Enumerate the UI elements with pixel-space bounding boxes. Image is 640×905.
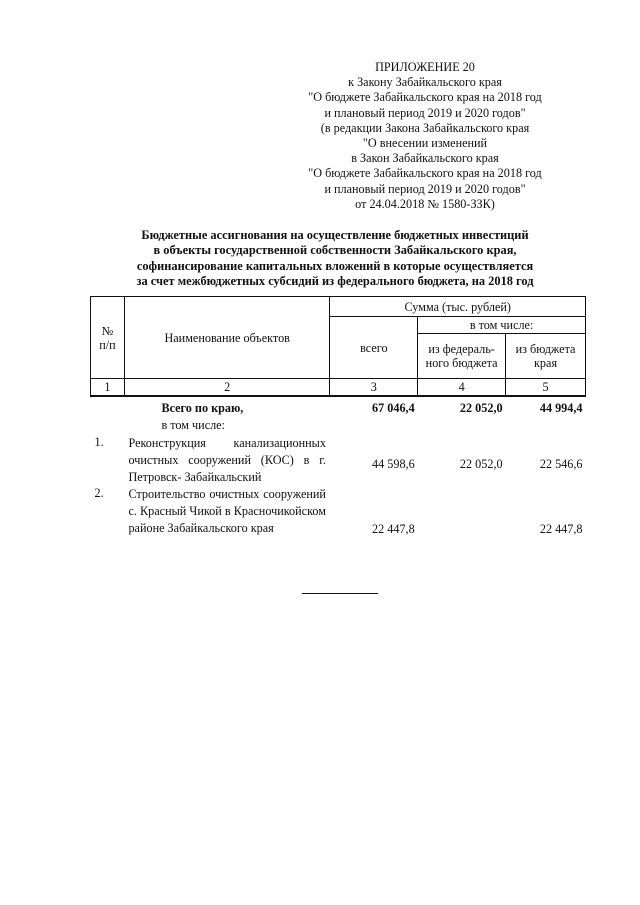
col-number: 3 [330,379,418,397]
closing-rule [302,593,378,594]
appendix-line: "О бюджете Забайкальского края на 2018 год [308,166,542,181]
appendix-line: ПРИЛОЖЕНИЕ 20 [375,60,475,74]
appendix-header [295,60,555,212]
col-number: 5 [506,379,586,397]
appendix-line: "О бюджете Забайкальского края на 2018 год [308,90,542,105]
row-name: Строительство очистных сооружений с. Красный Чикой в Красночикойском районе Забайкальского края [128,487,326,535]
title-line: Бюджетные ассигнования на осуществление бюджетных инвестиций [141,228,529,242]
row-total: 22 447,8 [372,522,415,536]
table-row [91,486,586,537]
header-incl: в том числе: [418,317,586,334]
title-line: за счет межбюджетных субсидий из федерального бюджета, на 2018 год [136,274,534,289]
row-number: 2. [94,486,104,500]
title-line: в объекты государственной собственности Забайкальского края, [153,243,517,258]
col-number: 1 [91,379,125,397]
row-name: Реконструкция канализационных очистных сооружений (КОС) в г. Петровск- Забайкальский [128,436,326,484]
incl-label: в том числе: [161,418,225,432]
title-line: софинансирование капитальных вложений в которые осуществляется [136,258,534,273]
row-total: 44 598,6 [372,457,415,471]
appendix-line: и плановый период 2019 и 2020 годов" [324,105,526,120]
header-total: всего [330,317,418,379]
budget-table [90,296,586,537]
col-number: 2 [124,379,330,397]
appendix-line: (в редакции Закона Забайкальского края [320,120,530,135]
header-no: № п/п [91,297,125,379]
header-name: Наименование объектов [124,297,330,379]
total-federal: 22 052,0 [459,401,503,415]
row-federal: 22 052,0 [459,457,503,471]
row-federal [418,486,506,537]
row-regional: 22 546,6 [539,457,583,471]
total-label: Всего по краю, [161,401,244,415]
row-regional: 22 447,8 [539,522,583,536]
header-federal: из федераль-ного бюджета [418,334,506,379]
row-number: 1. [94,435,104,449]
col-number: 4 [418,379,506,397]
total-all: 67 046,4 [372,401,415,415]
header-regional: из бюджета края [506,334,586,379]
appendix-line: "О внесении изменений [362,136,488,151]
appendix-line: в Закон Забайкальского края [351,151,499,166]
appendix-line: и плановый период 2019 и 2020 годов" [324,181,526,196]
table-row [91,433,586,486]
appendix-line: к Закону Забайкальского края [348,75,502,90]
appendix-line: от 24.04.2018 № 1580-ЗЗК) [355,196,495,211]
header-sum: Сумма (тыс. рублей) [330,297,586,317]
document-title [60,228,610,290]
total-regional: 44 994,4 [539,401,583,415]
